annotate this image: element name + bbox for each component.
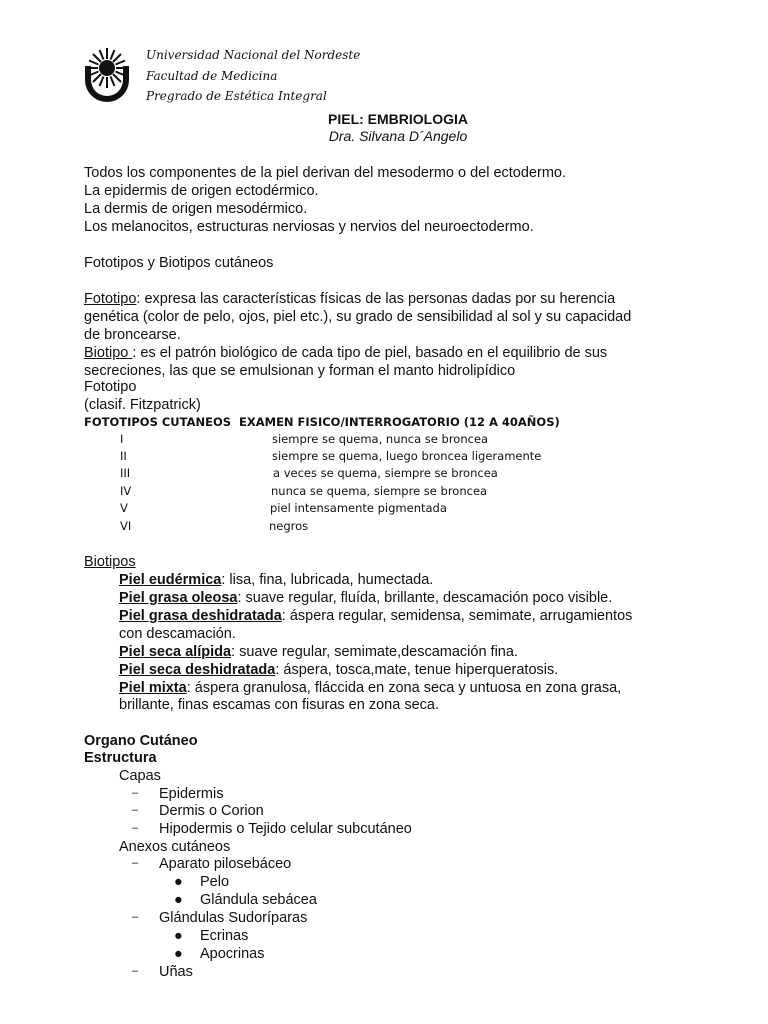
table-row-desc: nunca se quema, siempre se broncea [271,484,488,498]
biotipo-definition-line-2: secreciones, las que se emulsionan y forman el manto hidrolipídico [84,363,516,379]
list-item: Glándula sebácea [200,892,317,908]
fototipo-definition-line-1 [84,290,615,308]
list-item: Pelo [200,874,230,890]
list-item [119,589,612,607]
intro-line-3: La dermis de origen mesodérmico. [84,201,308,217]
list-item [119,607,632,625]
organo-heading: Organo Cutáneo [84,733,198,749]
table-row-type: II [120,449,127,463]
biotipo-description: : lisa, fina, lubricada, humectada. [221,572,434,588]
list-item: Ecrinas [200,928,249,944]
fototipo-definition-text: : expresa las características físicas de las personas dadas por su herencia [136,291,616,307]
biotipo-description: : áspera granulosa, fláccida en zona seca y untuosa en zona grasa, [186,680,622,696]
institution-line-3: Pregrado de Estética Integral [146,89,327,103]
list-item [119,661,558,679]
biotipo-term: Piel grasa deshidratada [119,608,282,624]
biotipo-term: Piel mixta [119,680,187,696]
biotipo-term: Biotipo [84,345,133,361]
institution-line-2: Facultad de Medicina [146,69,278,83]
table-row-desc: siempre se quema, nunca se broncea [272,432,489,446]
biotipo-description: : suave regular, semimate,descamación fina. [231,644,518,660]
biotipo-continuation: brillante, finas escamas con fisuras en zona seca. [119,697,439,713]
fototipo-definition-line-2: genética (color de pelo, ojos, piel etc.), su grado de sensibilidad al sol y su capacidad [84,309,632,325]
table-row-type: I [120,432,124,446]
fototipo-term: Fototipo [84,291,137,307]
biotipo-description: : áspera, tosca,mate, tenue hiperqueratosis. [275,662,559,678]
anexos-label: Anexos cutáneos [119,839,231,855]
list-item: Epidermis [159,786,224,802]
dash-bullet: – [132,965,139,977]
table-row-type: V [120,501,128,515]
table-row-type: III [120,466,131,480]
biotipo-term: Piel eudérmica [119,572,222,588]
list-item: Glándulas Sudoríparas [159,910,308,926]
section-heading: Fototipos y Biotipos cutáneos [84,255,274,271]
intro-line-2: La epidermis de origen ectodérmico. [84,183,319,199]
biotipo-description: : áspera regular, semidensa, semimate, arrugamientos [281,608,633,624]
list-item: Uñas [159,964,193,980]
biotipo-definition-text: : es el patrón biológico de cada tipo de piel, basado en el equilibrio de sus [132,345,608,361]
dash-bullet: – [132,911,139,923]
table-row-desc: siempre se quema, luego broncea ligeramente [272,449,542,463]
biotipo-continuation: con descamación. [119,626,236,642]
fototipo-label: Fototipo [84,379,137,395]
list-item: Apocrinas [200,946,265,962]
table-row-type: VI [120,519,132,533]
university-sun-logo [82,44,132,106]
table-row-desc: negros [269,519,309,533]
list-item: Hipodermis o Tejido celular subcutáneo [159,821,412,837]
biotipo-term: Piel seca deshidratada [119,662,276,678]
institution-line-1: Universidad Nacional del Nordeste [146,48,361,62]
table-row-type: IV [120,484,132,498]
intro-line-1: Todos los componentes de la piel derivan del mesodermo o del ectodermo. [84,165,566,181]
table-row-desc: piel intensamente pigmentada [270,501,447,515]
round-bullet: ● [174,874,183,890]
round-bullet: ● [174,928,183,944]
table-header-examen: EXAMEN FISICO/INTERROGATORIO (12 A 40AÑOS) [239,415,560,429]
list-item [119,571,433,589]
biotipo-term: Piel grasa oleosa [119,590,238,606]
list-item [119,679,621,697]
biotipo-description: : suave regular, fluída, brillante, descamación poco visible. [237,590,613,606]
list-item: Aparato pilosebáceo [159,856,292,872]
dash-bullet: – [132,804,139,816]
round-bullet: ● [174,946,183,962]
author: Dra. Silvana D´Angelo [328,128,468,144]
table-row-desc: a veces se quema, siempre se broncea [273,466,498,480]
fototipo-definition-line-3: de broncearse. [84,327,181,343]
list-item [119,643,518,661]
capas-label: Capas [119,768,161,784]
estructura-heading: Estructura [84,750,157,766]
list-item: Dermis o Corion [159,803,264,819]
fitzpatrick-classification: (clasif. Fitzpatrick) [84,397,201,413]
table-header-fototipos: FOTOTIPOS CUTANEOS [84,415,232,429]
page-title: PIEL: EMBRIOLOGIA [328,111,468,127]
dash-bullet: – [132,822,139,834]
round-bullet: ● [174,892,183,908]
biotipo-term: Piel seca alípida [119,644,232,660]
dash-bullet: – [132,857,139,869]
intro-line-4: Los melanocitos, estructuras nerviosas y nervios del neuroectodermo. [84,219,534,235]
biotipo-definition-line-1 [84,344,607,362]
dash-bullet: – [132,787,139,799]
biotipos-heading: Biotipos [84,554,136,570]
